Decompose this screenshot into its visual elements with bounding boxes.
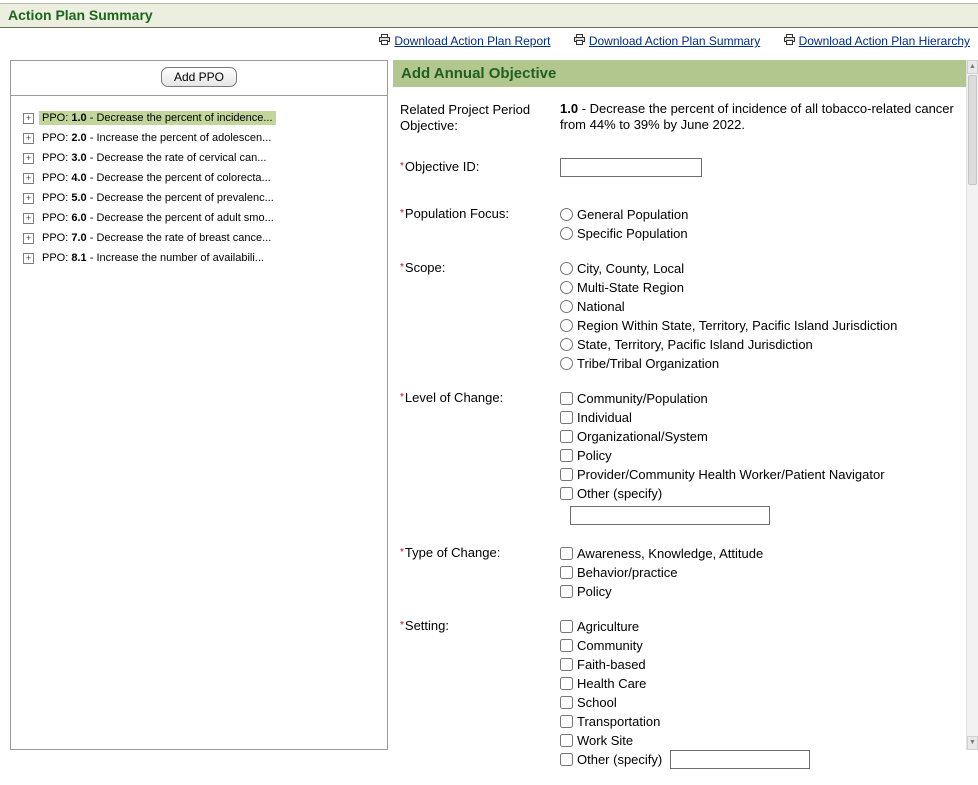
radio-scope-national[interactable]: National [560,297,962,316]
checkbox-input[interactable] [560,620,573,633]
checkbox-input[interactable] [560,734,573,747]
required-marker: * [400,161,404,172]
radio-input[interactable] [560,208,573,221]
required-marker: * [400,392,404,403]
tree-item-label: PPO: 4.0 - Decrease the percent of colorecta... [42,172,271,184]
radio-input[interactable] [560,357,573,370]
objective-id-label: *Objective ID: [400,159,480,174]
radio-input[interactable] [560,281,573,294]
radio-scope-tribe-tribal-organization[interactable]: Tribe/Tribal Organization [560,354,962,373]
checkbox-input[interactable] [560,677,573,690]
level-other-specify-input[interactable] [570,506,770,525]
checkbox-input[interactable] [560,449,573,462]
checkbox-agriculture[interactable]: Agriculture [560,617,962,636]
checkbox-awareness-knowledge-attitude[interactable]: Awareness, Knowledge, Attitude [560,544,962,563]
expand-icon[interactable]: + [23,253,34,264]
download-action-plan-hierarchy-link[interactable]: Download Action Plan Hierarchy [784,34,970,48]
tree-item-label: PPO: 6.0 - Decrease the percent of adult smo... [42,212,274,224]
tree-item-label: PPO: 8.1 - Increase the number of availabili... [42,252,264,264]
scrollbar-thumb[interactable] [968,75,977,185]
scope-label: *Scope: [400,260,446,275]
vertical-scrollbar[interactable] [966,60,978,750]
required-marker: * [400,620,404,631]
checkbox-setting-other-specify[interactable]: Other (specify) [560,750,962,769]
add-annual-objective-panel [393,60,966,767]
level-of-change-label: *Level of Change: [400,390,504,405]
form-body [393,87,966,785]
checkbox-level-policy[interactable]: Policy [560,446,962,465]
page-title: Action Plan Summary [8,7,153,23]
checkbox-transportation[interactable]: Transportation [560,712,962,731]
radio-input[interactable] [560,319,573,332]
checkbox-work-site[interactable]: Work Site [560,731,962,750]
scope-row [400,259,962,373]
checkbox-level-other-specify[interactable]: Other (specify) [560,484,962,503]
main-content [0,60,978,767]
expand-icon[interactable]: + [23,153,34,164]
level-of-change-row [400,389,962,528]
ppo-tree-panel [10,60,388,750]
tree-item-label: PPO: 3.0 - Decrease the rate of cervical can... [42,152,267,164]
checkbox-input[interactable] [560,487,573,500]
tree-item-label: PPO: 5.0 - Decrease the percent of prevalenc... [42,192,274,204]
tree-item-label: PPO: 2.0 - Increase the percent of adolescen... [42,132,272,144]
checkbox-community-population[interactable]: Community/Population [560,389,962,408]
checkbox-community[interactable]: Community [560,636,962,655]
tree-item-ppo-4[interactable] [23,168,383,188]
expand-icon[interactable]: + [23,133,34,144]
radio-scope-state-territory[interactable]: State, Territory, Pacific Island Jurisdiction [560,335,962,354]
download-links-row [0,34,970,48]
radio-specific-population[interactable]: Specific Population [560,224,962,243]
checkbox-input[interactable] [560,468,573,481]
checkbox-input[interactable] [560,658,573,671]
checkbox-individual[interactable]: Individual [560,408,962,427]
radio-input[interactable] [560,262,573,275]
radio-scope-region-within-state[interactable]: Region Within State, Territory, Pacific Island Jurisdiction [560,316,962,335]
objective-id-row [400,158,962,177]
checkbox-input[interactable] [560,753,573,766]
download-action-plan-summary-link[interactable]: Download Action Plan Summary [574,34,760,48]
printer-icon [574,34,585,48]
checkbox-input[interactable] [560,411,573,424]
radio-input[interactable] [560,227,573,240]
expand-icon[interactable]: + [23,233,34,244]
ppo-tree [11,96,387,272]
related-objective-value: 1.0 - Decrease the percent of incidence of all tobacco-related cancer from 44% to 39% by June 2022. [560,101,954,132]
printer-icon [379,34,390,48]
form-title: Add Annual Objective [393,60,966,87]
radio-input[interactable] [560,338,573,351]
download-action-plan-report-link[interactable]: Download Action Plan Report [379,34,550,48]
checkbox-input[interactable] [560,392,573,405]
expand-icon[interactable]: + [23,213,34,224]
checkbox-type-policy[interactable]: Policy [560,582,962,601]
page-header [0,3,978,28]
objective-id-input[interactable] [560,158,702,177]
checkbox-input[interactable] [560,696,573,709]
tree-item-label: PPO: 1.0 - Decrease the percent of incidence... [39,111,276,125]
setting-label: *Setting: [400,618,449,633]
required-marker: * [400,547,404,558]
add-ppo-row [11,61,387,96]
tree-item-ppo-8[interactable] [23,248,383,268]
related-objective-label: Related Project Period Objective: [400,102,531,133]
related-objective-row [400,101,962,134]
radio-general-population[interactable]: General Population [560,205,962,224]
population-focus-row [400,205,962,243]
tree-item-ppo-6[interactable] [23,208,383,228]
checkbox-input[interactable] [560,547,573,560]
type-of-change-label: *Type of Change: [400,545,501,560]
type-of-change-row [400,544,962,601]
required-marker: * [400,262,404,273]
population-focus-label: *Population Focus: [400,206,509,221]
checkbox-input[interactable] [560,430,573,443]
checkbox-input[interactable] [560,715,573,728]
setting-row [400,617,962,769]
add-ppo-button[interactable]: Add PPO [161,67,237,87]
tree-item-ppo-3[interactable] [23,148,383,168]
tree-item-label: PPO: 7.0 - Decrease the rate of breast cance... [42,232,272,244]
radio-scope-city-county-local[interactable]: City, County, Local [560,259,962,278]
checkbox-faith-based[interactable]: Faith-based [560,655,962,674]
checkbox-input[interactable] [560,566,573,579]
tree-item-ppo-1[interactable] [23,108,383,128]
checkbox-provider-chw-patient-navigator[interactable]: Provider/Community Health Worker/Patient Navigator [560,465,962,484]
scrollbar-up-button[interactable]: ▲ [967,60,978,74]
expand-icon[interactable]: + [23,193,34,204]
scrollbar-down-button[interactable]: ▼ [967,736,978,750]
checkbox-school[interactable]: School [560,693,962,712]
required-marker: * [400,208,404,219]
tree-item-ppo-5[interactable] [23,188,383,208]
checkbox-input[interactable] [560,639,573,652]
checkbox-health-care[interactable]: Health Care [560,674,962,693]
expand-icon[interactable]: + [23,173,34,184]
checkbox-behavior-practice[interactable]: Behavior/practice [560,563,962,582]
radio-scope-multi-state-region[interactable]: Multi-State Region [560,278,962,297]
tree-item-ppo-7[interactable] [23,228,383,248]
printer-icon [784,34,795,48]
checkbox-organizational-system[interactable]: Organizational/System [560,427,962,446]
setting-other-specify-input[interactable] [670,750,810,769]
expand-icon[interactable]: + [23,113,34,124]
radio-input[interactable] [560,300,573,313]
checkbox-input[interactable] [560,585,573,598]
tree-item-ppo-2[interactable] [23,128,383,148]
